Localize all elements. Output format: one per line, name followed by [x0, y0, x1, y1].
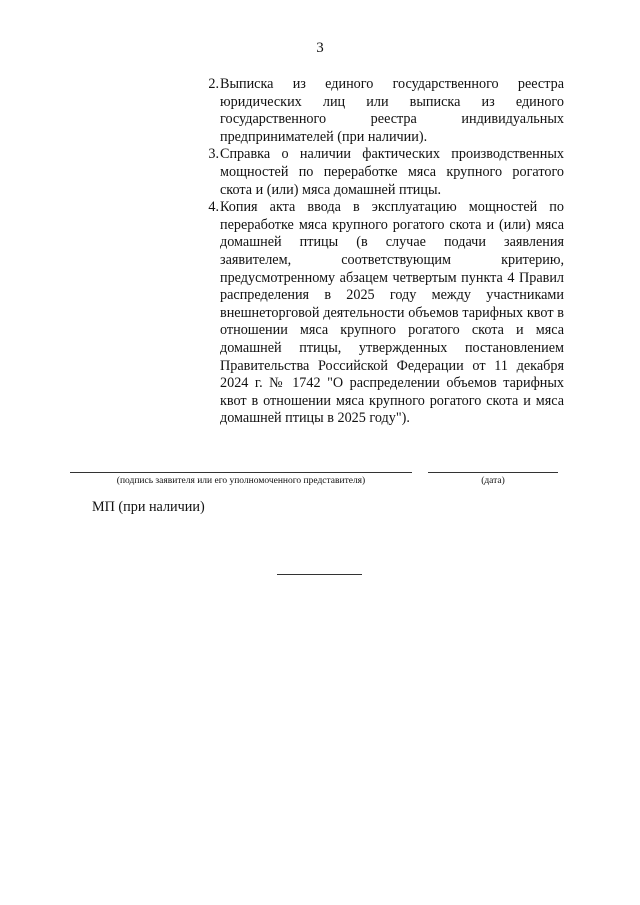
stamp-label: МП (при наличии): [92, 499, 205, 515]
document-list: [202, 76, 564, 428]
list-item-text: Копия акта ввода в эксплуатацию мощностей по переработке мяса крупного рогатого скота и (или) мяса домашней птицы (в случае подачи заявления заявителем, соответствующим критерию, предусмотренному абзацем четвертым пункта 4 Правил распределения в 2025 году между участниками внешнеторговой деятельности объемов тарифных квот в отношении мяса крупного рогатого скота и мяса домашней птицы, утвержденных постановлением Правительства Российской Федерации от 11 декабря 2024 г. № 1742 "О распределении объемов тарифных квот в отношении мяса крупного рогатого скота и мяса домашней птицы в 2025 году").: [220, 199, 564, 427]
signature-caption: (подпись заявителя или его уполномоченного представителя): [116, 476, 366, 486]
list-item-number: 4.: [208, 199, 219, 216]
list-item: [202, 146, 564, 199]
end-divider: [277, 574, 362, 575]
list-item-text: Выписка из единого государственного реестра юридических лиц или выписка из единого государственного реестра индивидуальных предпринимателей (при наличии).: [220, 76, 564, 145]
date-caption: (дата): [481, 476, 505, 486]
signature-line: [70, 472, 412, 473]
list-item: [202, 199, 564, 428]
list-item-number: 2.: [208, 76, 219, 92]
page-number: 3: [316, 40, 324, 56]
list-item: [202, 76, 564, 146]
list-item-number: 3.: [208, 146, 219, 163]
date-line: [428, 472, 558, 473]
list-item-text: Справка о наличии фактических производственных мощностей по переработке мяса крупного рогатого скота и (или) мяса домашней птицы.: [220, 146, 564, 198]
